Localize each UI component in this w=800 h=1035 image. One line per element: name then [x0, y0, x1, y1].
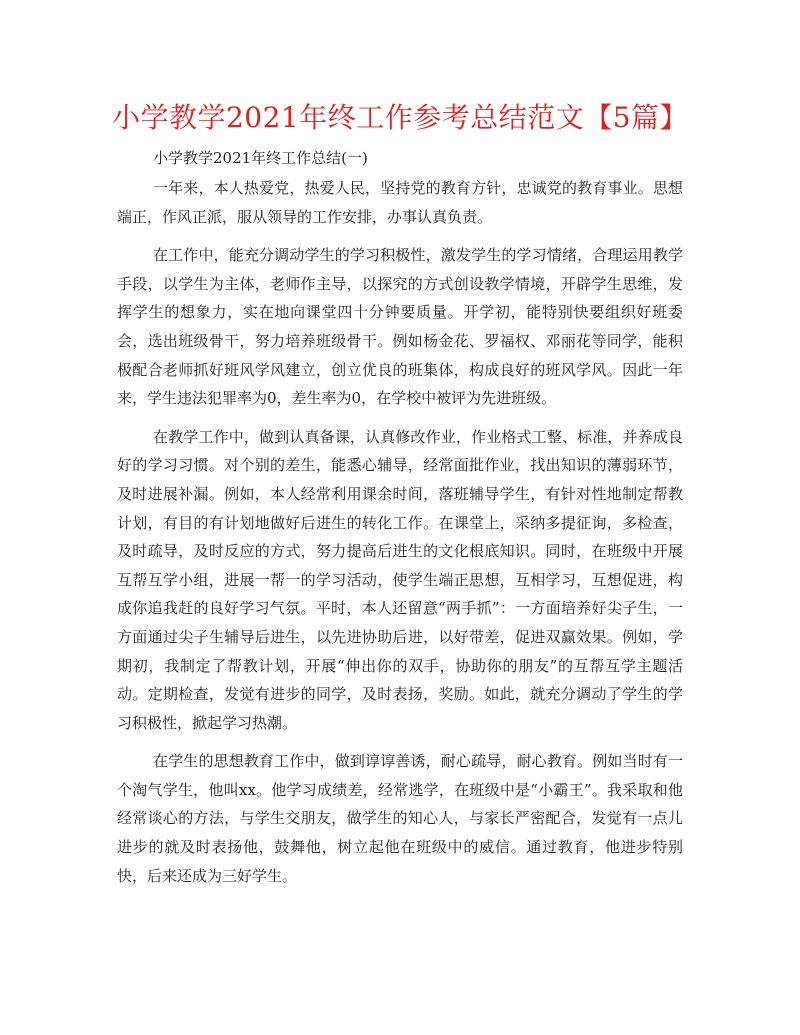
paragraph-2: 在工作中，能充分调动学生的学习积极性，激发学生的学习情绪，合理运用教学手段，以学生为主体，老师作主导，以探究的方式创设教学情境，开辟学生思维，发挥学生的想象力，实在地向课堂四十分钟要质量。开学初，能特别快要组织好班委会，选出班级骨干，努力培养班级骨干。例如杨金花、罗福权、邓丽花等同学，能积极配合老师抓好班风学风建立，创立优良的班集体，构成良好的班风学风。因此一年来，学生违法犯罪率为0，差生率为0，在学校中被评为先进班级。: [117, 246, 683, 408]
paragraph-4: 在学生的思想教育工作中，做到谆谆善诱，耐心疏导，耐心教育。例如当时有一个淘气学生，他叫xx。他学习成绩差，经常逃学，在班级中是“小霸王”。我采取和他经常谈心的方法，与学生交朋友，做学生的知心人，与家长严密配合，发觉有一点儿进步的就及时表扬他，鼓舞他，树立起他在班级中的威信。通过教育，他进步特别快，后来还成为三好学生。: [117, 752, 683, 885]
section-heading: 小学教学2021年终工作总结(一): [153, 149, 368, 167]
paragraph-1: 一年来，本人热爱党，热爱人民，坚持党的教育方针，忠诚党的教育事业。思想端正，作风正派，服从领导的工作安排，办事认真负责。: [117, 179, 683, 226]
document-body: [117, 144, 683, 900]
paragraph-3: 在教学工作中，做到认真备课，认真修改作业，作业格式工整、标准，并养成良好的学习习惯。对个别的差生，能悉心辅导，经常面批作业，找出知识的薄弱环节，及时进展补漏。例如，本人经常利用课余时间，落班辅导学生，有针对性地制定帮教计划，有目的有计划地做好后进生的转化工作。在课堂上，采纳多提征询，多检查，及时疏导，及时反应的方式，努力提高后进生的文化根底知识。同时，在班级中开展互帮互学小组，进展一帮一的学习活动，使学生端正思想，互相学习，互想促进，构成你追我赶的良好学习气氛。平时，本人还留意“两手抓”：一方面培养好尖子生，一方面通过尖子生辅导后进生，以先进协助后进，以好带差，促进双赢效果。例如，学期初，我制定了帮教计划，开展“伸出你的双手，协助你的朋友”的互帮互学主题活动。定期检查，发觉有进步的同学，及时表扬，奖励。如此，就充分调动了学生的学习积极性，掀起学习热潮。: [117, 427, 683, 732]
document-title: 小学教学2021年终工作参考总结范文【5篇】: [111, 101, 689, 134]
